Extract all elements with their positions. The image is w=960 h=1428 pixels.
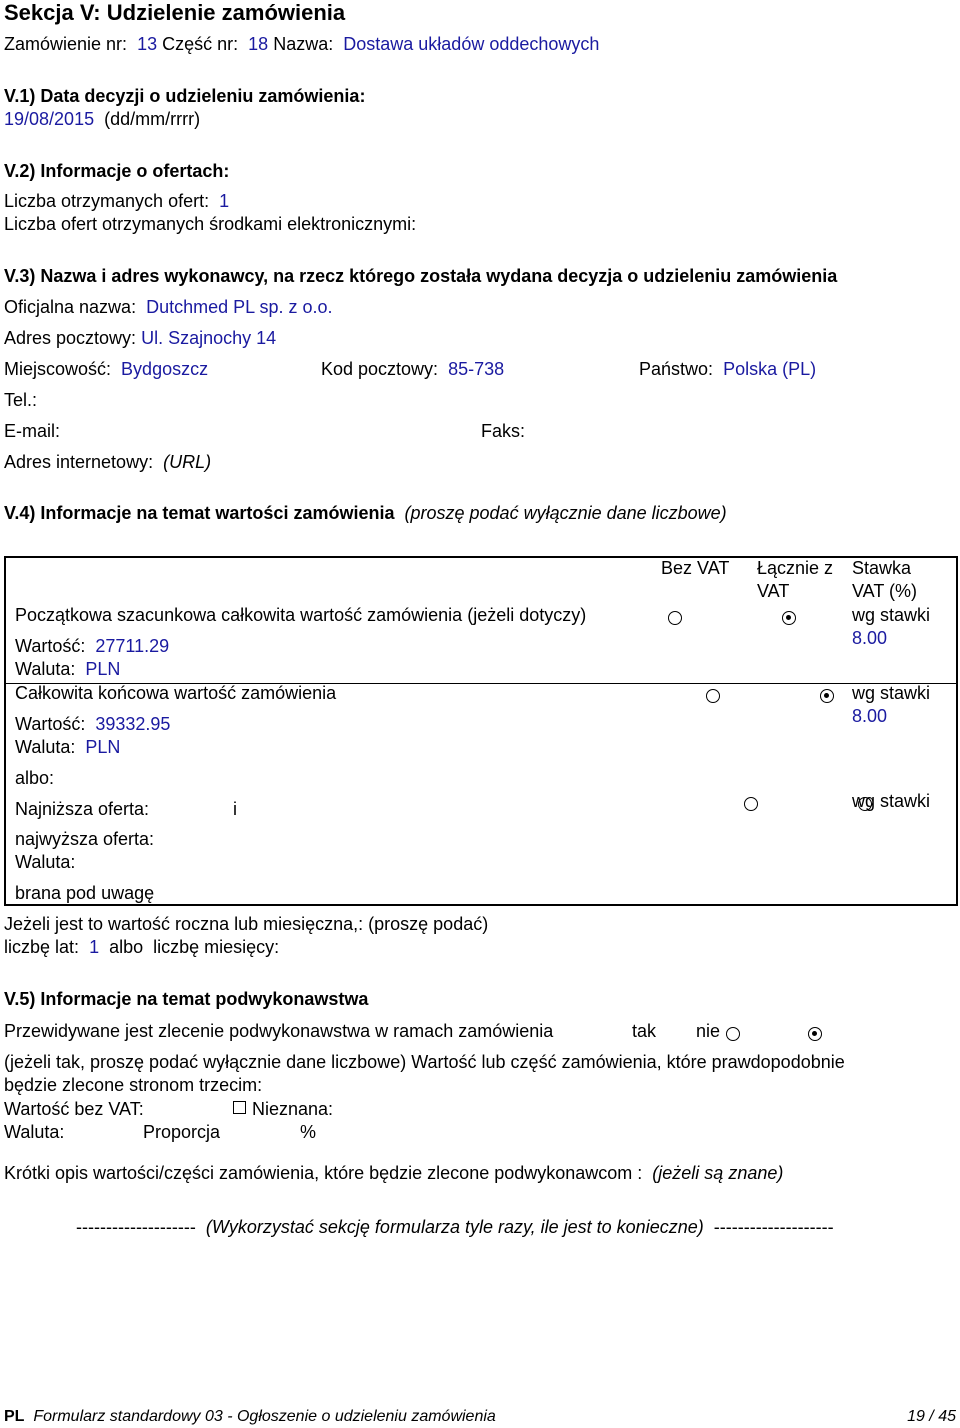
- subcontract-desc-line: [4, 1162, 783, 1184]
- section-title: Sekcja V: Udzielenie zamówienia: [4, 0, 346, 25]
- lowest-offer-label: Najniższa oferta:: [15, 799, 150, 819]
- contractor-address-line: [4, 327, 276, 349]
- unknown-label: Nieznana:: [252, 1099, 334, 1119]
- initial-rate: 8.00: [852, 628, 888, 648]
- decision-date: 19/08/2015: [4, 109, 95, 129]
- contractor-name: Dutchmed PL sp. z o.o.: [146, 297, 333, 317]
- contractor-url-line: [4, 451, 211, 473]
- final-currency-label: Waluta:: [15, 737, 76, 757]
- subcontract-yes-label[interactable]: tak: [632, 1021, 657, 1041]
- contractor-tel-label: Tel.:: [4, 390, 38, 410]
- or-label: albo:: [15, 768, 55, 788]
- range-currency-label: Waluta:: [15, 852, 76, 872]
- contractor-name-line: [4, 296, 333, 318]
- subcontract-yes-radio-icon[interactable]: [726, 1027, 740, 1041]
- initial-value-label: Początkowa szacunkowa całkowita wartość zamówienia (jeżeli dotyczy): [15, 605, 587, 625]
- table-edge: [957, 556, 958, 906]
- date-format: (dd/mm/rrrr): [104, 109, 201, 129]
- initial-amount: 27711.29: [95, 636, 170, 656]
- v4-heading: V.4) Informacje na temat wartości zamówienia: [4, 503, 395, 523]
- contractor-postal-line: [321, 358, 504, 380]
- subcontract-note-1: (jeżeli tak, proszę podać wyłącznie dane liczbowe) Wartość lub część zamówienia, które prawdopodobnie: [4, 1052, 845, 1072]
- initial-currency: PLN: [85, 659, 121, 679]
- offers-received-line: [4, 190, 229, 212]
- contractor-url-label: Adres internetowy:: [4, 452, 154, 472]
- contractor-postal: 85-738: [448, 359, 505, 379]
- v5-heading: V.5) Informacje na temat podwykonawstwa: [4, 989, 369, 1009]
- or2-label: albo: [109, 937, 144, 957]
- final-rate-label: wg stawki: [852, 683, 931, 703]
- highest-offer-label: najwyższa oferta:: [15, 829, 155, 849]
- order-part: 18: [248, 34, 269, 54]
- order-name-label: Nazwa:: [273, 34, 334, 54]
- initial-currency-line: [15, 658, 120, 680]
- contractor-city-label: Miejscowość:: [4, 359, 112, 379]
- col-rate-header-1: Stawka: [852, 558, 912, 578]
- footer: [4, 1406, 496, 1428]
- months-label: liczbę miesięcy:: [153, 937, 280, 957]
- unknown-checkbox-icon[interactable]: [233, 1101, 246, 1114]
- col-gross-header-1: Łącznie z: [757, 558, 834, 578]
- subcontract-note-2: będzie zlecone stronom trzecim:: [4, 1075, 263, 1095]
- and-label: i: [233, 799, 237, 819]
- footer-form: Formularz standardowy 03 - Ogłoszenie o udzieleniu zamówienia: [33, 1408, 496, 1425]
- subcontract-desc-label: Krótki opis wartości/części zamówienia, które będzie zlecone podwykonawcom :: [4, 1163, 643, 1183]
- considered-label: brana pod uwagę: [15, 883, 155, 903]
- proportion-label: Proporcja: [143, 1122, 221, 1142]
- contractor-country-line: [639, 358, 816, 380]
- col-rate-header-2: VAT (%): [852, 581, 918, 601]
- contractor-city-line: [4, 358, 208, 380]
- order-line: [4, 33, 599, 55]
- subcontract-no-label[interactable]: nie: [696, 1021, 721, 1041]
- v3-heading: V.3) Nazwa i adres wykonawcy, na rzecz którego została wydana decyzja o udzieleniu zamówienia: [4, 266, 838, 286]
- dashes-left: --------------------: [76, 1217, 196, 1237]
- footer-page: 19 / 45: [907, 1408, 956, 1425]
- offers-electronic-label: Liczba ofert otrzymanych środkami elektronicznymi:: [4, 214, 417, 234]
- contractor-name-label: Oficjalna nazwa:: [4, 297, 137, 317]
- contractor-address: Ul. Szajnochy 14: [141, 328, 277, 348]
- contractor-country: Polska (PL): [723, 359, 817, 379]
- final-amount: 39332.95: [95, 714, 171, 734]
- col-net-header: Bez VAT: [661, 558, 730, 578]
- initial-currency-label: Waluta:: [15, 659, 76, 679]
- subcontract-net-label: Wartość bez VAT:: [4, 1099, 144, 1119]
- offers-received: 1: [219, 191, 230, 211]
- footer-lang: PL: [4, 1408, 25, 1425]
- contractor-postal-label: Kod pocztowy:: [321, 359, 439, 379]
- final-amount-label: Wartość:: [15, 714, 86, 734]
- annual-note: Jeżeli jest to wartość roczna lub miesięczna,: (proszę podać): [4, 914, 489, 934]
- v2-heading: V.2) Informacje o ofertach:: [4, 161, 230, 181]
- col-gross-header-2: VAT: [757, 581, 790, 601]
- subcontract-no-radio-icon[interactable]: [808, 1027, 822, 1041]
- initial-rate-label: wg stawki: [852, 605, 931, 625]
- duration-line: [4, 936, 279, 958]
- v4-hint: (proszę podać wyłącznie dane liczbowe): [404, 503, 727, 523]
- contractor-fax-label: Faks:: [481, 421, 526, 441]
- order-part-label: Część nr:: [162, 34, 239, 54]
- final-value-label: Całkowita końcowa wartość zamówienia: [15, 683, 337, 703]
- final-currency-line: [15, 736, 120, 758]
- contractor-address-label: Adres pocztowy:: [4, 328, 137, 348]
- v4-heading-line: [4, 502, 727, 524]
- percent-label: %: [300, 1122, 317, 1142]
- subcontract-currency-label: Waluta:: [4, 1122, 65, 1142]
- range-rate-label: wg stawki: [852, 791, 931, 811]
- order-name: Dostawa układów oddechowych: [343, 34, 600, 54]
- contractor-country-label: Państwo:: [639, 359, 714, 379]
- dashes-right: --------------------: [713, 1217, 834, 1237]
- v1-heading: V.1) Data decyzji o udzieleniu zamówienia:: [4, 86, 366, 106]
- final-rate: 8.00: [852, 706, 888, 726]
- offers-received-label: Liczba otrzymanych ofert:: [4, 191, 210, 211]
- initial-amount-line: [15, 635, 169, 657]
- final-currency: PLN: [85, 737, 121, 757]
- final-amount-line: [15, 713, 170, 735]
- contractor-city: Bydgoszcz: [121, 359, 209, 379]
- repeat-note-text: (Wykorzystać sekcję formularza tyle razy, ile jest to konieczne): [205, 1217, 704, 1237]
- years-label: liczbę lat:: [4, 937, 80, 957]
- contractor-email-label: E-mail:: [4, 421, 61, 441]
- order-nr-label: Zamówienie nr:: [4, 34, 128, 54]
- order-nr: 13: [137, 34, 158, 54]
- subcontract-planned-label: Przewidywane jest zlecenie podwykonawstwa w ramach zamówienia: [4, 1021, 554, 1041]
- initial-amount-label: Wartość:: [15, 636, 86, 656]
- years: 1: [89, 937, 100, 957]
- v1-date-line: [4, 108, 200, 130]
- contractor-url-hint: (URL): [163, 452, 212, 472]
- subcontract-desc-hint: (jeżeli są znane): [652, 1163, 784, 1183]
- repeat-note: [76, 1216, 834, 1238]
